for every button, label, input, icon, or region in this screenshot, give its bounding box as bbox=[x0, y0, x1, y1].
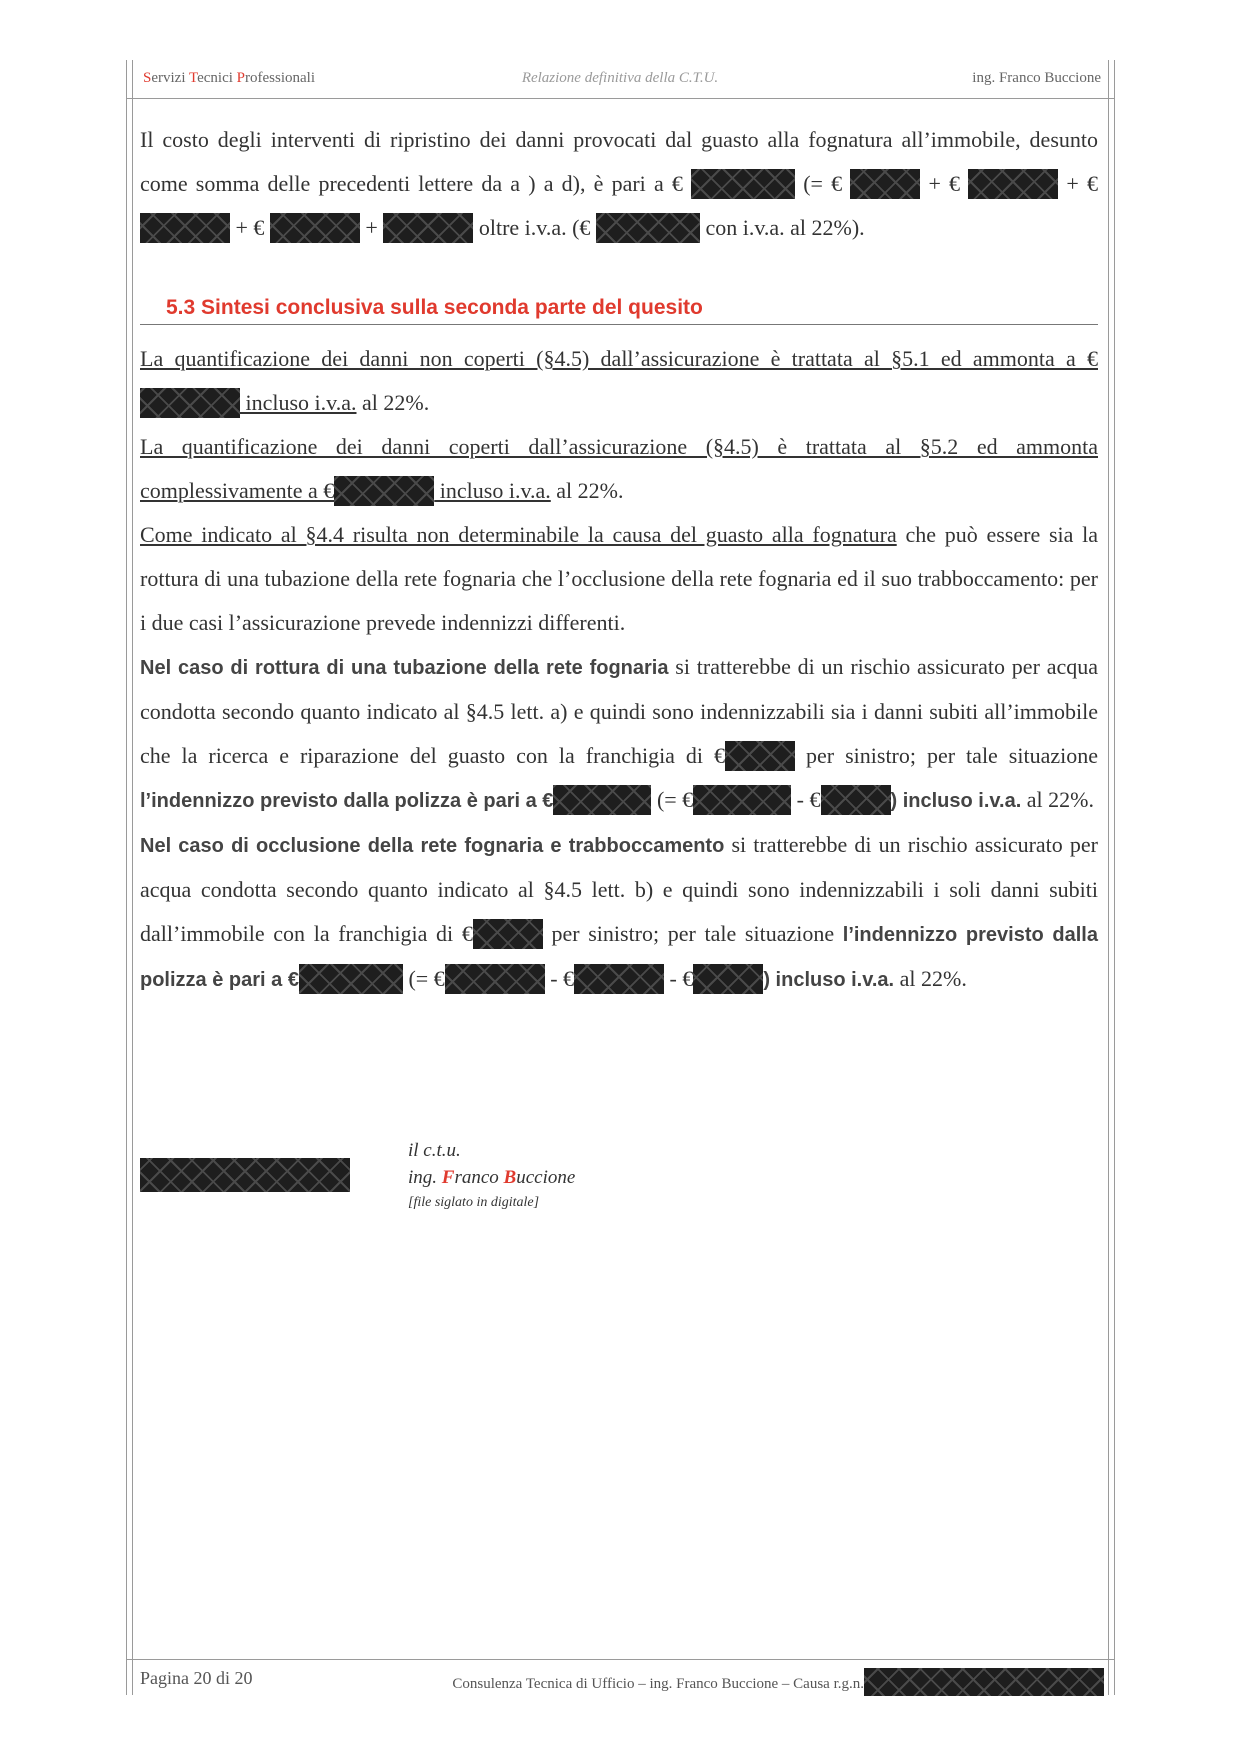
text-run: al 22%. bbox=[894, 966, 967, 991]
redaction-block bbox=[473, 919, 543, 949]
text-run-bold: l’indennizzo previsto dalla polizza è pari a € bbox=[140, 790, 554, 812]
text-run: oltre i.v.a. (€ bbox=[473, 215, 591, 240]
signature-initial: F bbox=[441, 1167, 455, 1188]
redaction-block bbox=[140, 388, 240, 418]
text-run: Consulenza Tecnica di Ufficio – ing. Franco Buccione – Causa r.g.n. bbox=[452, 1676, 864, 1692]
header-initial: T bbox=[188, 70, 198, 86]
summary-covered-paragraph bbox=[140, 425, 1098, 513]
redaction-block bbox=[725, 741, 795, 771]
text-run: si tratterebbe di un rischio assicurato per acqua condotta secondo quanto indicato al §4.5 lett. a) e quindi sono indennizzabili sia i danni subiti all’immobile che la ricerca e riparazione del guasto con la franchigia di € bbox=[140, 654, 1098, 768]
text-run-bold: ) incluso i.v.a. bbox=[763, 969, 895, 991]
redaction-block bbox=[821, 785, 891, 815]
text-run: + € bbox=[1058, 171, 1098, 196]
signature-initial: B bbox=[503, 1167, 517, 1188]
signature-name bbox=[408, 1164, 575, 1192]
cause-paragraph bbox=[140, 513, 1098, 645]
text-run-bold: ) incluso i.v.a. bbox=[890, 790, 1022, 812]
frame-rule-right-inner bbox=[1108, 60, 1109, 1695]
redaction-block bbox=[693, 964, 763, 994]
occlusion-paragraph bbox=[140, 823, 1098, 1002]
redaction-block bbox=[968, 169, 1058, 199]
signature-block bbox=[408, 1138, 575, 1214]
pipe-rupture-paragraph bbox=[140, 645, 1098, 823]
redaction-block bbox=[299, 964, 403, 994]
frame-rule-left-outer bbox=[126, 60, 127, 1695]
text-run: al 22%. bbox=[550, 478, 624, 503]
text-run: Come indicato al §4.4 risulta non determinabile la causa del guasto alla fognatura bbox=[140, 522, 897, 547]
summary-uncovered-paragraph bbox=[140, 337, 1098, 425]
text-run: Il costo degli interventi di ripristino dei danni provocati dal guasto alla fognatura all’immobile, desunto come somma delle precedenti lettere da a ) a d), è pari a € bbox=[140, 127, 1098, 196]
text-run-bold: l’indennizzo previsto dalla polizza è pari a € bbox=[140, 924, 1098, 991]
redaction-block bbox=[693, 785, 791, 815]
redaction-block bbox=[140, 213, 230, 243]
header-divider bbox=[126, 98, 1115, 99]
frame-rule-right-outer bbox=[1114, 60, 1115, 1695]
text-run: - € bbox=[664, 966, 694, 991]
text-run: + € bbox=[920, 171, 961, 196]
text-run-bold: Nel caso di occlusione della rete fognaria e trabboccamento bbox=[140, 835, 725, 857]
redaction-block bbox=[691, 169, 795, 199]
header-initial: S bbox=[143, 70, 152, 86]
text-run: ing. bbox=[408, 1167, 442, 1188]
text-run: si tratterebbe di un rischio assicurato per acqua condotta secondo quanto indicato al §4.5 lett. b) e quindi sono indennizzabili i soli danni subiti dall’immobile con la franchigia di € bbox=[140, 832, 1099, 946]
header-word-part: rofessionali bbox=[245, 70, 315, 86]
text-run: uccione bbox=[516, 1167, 576, 1188]
text-run: per sinistro; per tale situazione bbox=[542, 921, 843, 946]
signature-note: [file siglato in digitale] bbox=[408, 1195, 540, 1210]
redaction-block bbox=[596, 213, 700, 243]
text-run: ranco bbox=[454, 1167, 504, 1188]
redaction-block bbox=[140, 1158, 350, 1192]
redaction-block bbox=[864, 1668, 1104, 1696]
text-run: - € bbox=[544, 966, 575, 991]
text-run: per sinistro; per tale situazione bbox=[795, 743, 1098, 768]
header-word-part: ervizi bbox=[151, 70, 189, 86]
signature-role: il c.t.u. bbox=[408, 1140, 461, 1161]
text-run: + € bbox=[230, 215, 265, 240]
text-run: che può essere sia la rottura di una tubazione della rete fognaria che l’occlusione della rete fognaria ed il suo trabboccamento: per i due casi l’assicurazione prevede indennizzi differenti. bbox=[140, 522, 1099, 635]
text-run: al 22%. bbox=[356, 390, 430, 415]
text-run: (= € bbox=[651, 787, 694, 812]
header-initial: P bbox=[236, 70, 245, 86]
footer-divider bbox=[126, 1659, 1115, 1660]
redaction-block bbox=[383, 213, 473, 243]
text-run: La quantificazione dei danni non coperti (§4.5) dall’assicurazione è trattata al §5.1 ed ammonta a € bbox=[140, 346, 1098, 371]
header-author: ing. Franco Buccione bbox=[972, 70, 1101, 86]
frame-rule-left-inner bbox=[132, 60, 133, 1695]
text-run: + bbox=[359, 215, 378, 240]
redaction-block bbox=[574, 964, 664, 994]
text-run-bold: Nel caso di rottura di una tubazione della rete fognaria bbox=[140, 657, 669, 679]
redaction-block bbox=[334, 476, 434, 506]
redaction-block bbox=[553, 785, 651, 815]
text-run: - € bbox=[791, 787, 821, 812]
redaction-block bbox=[270, 213, 360, 243]
redaction-block bbox=[445, 964, 545, 994]
section-heading-text: 5.3 Sintesi conclusiva sulla seconda parte del quesito bbox=[166, 296, 703, 319]
header-word-part: ecnici bbox=[197, 70, 237, 86]
text-run: incluso i.v.a. bbox=[240, 390, 357, 415]
intro-paragraph bbox=[140, 118, 1098, 250]
text-run: incluso i.v.a. bbox=[434, 478, 551, 503]
redaction-block bbox=[850, 169, 920, 199]
header-document-title: Relazione definitiva della C.T.U. bbox=[521, 70, 719, 86]
text-run: con i.v.a. al 22%). bbox=[699, 215, 865, 240]
text-run: al 22%. bbox=[1021, 787, 1094, 812]
page-content bbox=[140, 118, 1098, 1002]
text-run: (= € bbox=[795, 171, 843, 196]
section-heading bbox=[140, 272, 1098, 325]
text-run: (= € bbox=[402, 966, 445, 991]
text-run: La quantificazione dei danni coperti dall’assicurazione (§4.5) è trattata al §5.2 ed ammonta complessivamente a € bbox=[140, 434, 1098, 503]
page-number: Pagina 20 di 20 bbox=[140, 1668, 253, 1688]
footer-case-reference bbox=[452, 1668, 1104, 1696]
